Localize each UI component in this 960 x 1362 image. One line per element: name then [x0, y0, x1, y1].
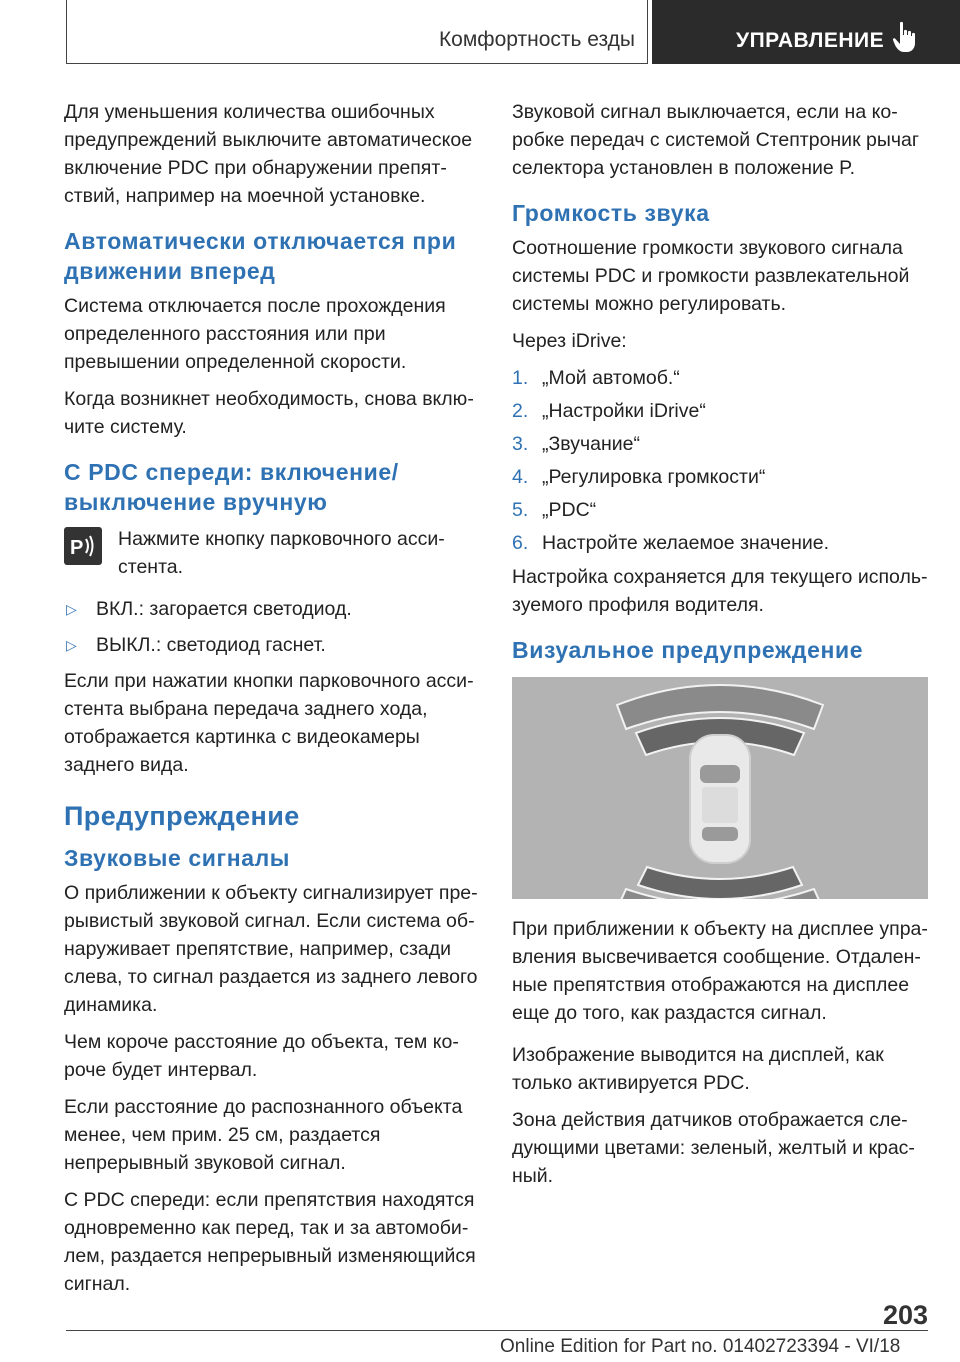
list-item: 6. Настройте желаемое значение. [512, 532, 830, 554]
list-item: 4. „Регулировка громкости“ [512, 466, 766, 488]
led-status-list [64, 595, 478, 659]
heading-auto-off: Автоматически отключается при движении вперед [64, 228, 457, 284]
list-item: 1. „Мой автомоб.“ [512, 367, 680, 389]
heading-warning: Предупреждение [64, 801, 300, 831]
heading-volume: Громкость звука [512, 200, 710, 226]
triangle-bullet-icon: ▷ [66, 637, 77, 653]
chapter-title: Комфортность езды [438, 28, 635, 51]
idrive-steps [512, 364, 930, 557]
page-number: 203 [882, 1300, 928, 1330]
list-item: ▷ ВЫКЛ.: светодиод гаснет. [64, 631, 478, 659]
heading-visual-warning: Визуальное предупреждение [512, 637, 864, 663]
paragraph: Если расстояние до распознанного объекта менее, чем прим. 25 см, раздается непрерывный звуковой сигнал. [64, 1096, 463, 1174]
chapter-header [66, 0, 648, 64]
list-item: 3. „Звучание“ [512, 433, 640, 455]
paragraph: Когда возникнет необходимость, снова включите систему. [64, 388, 474, 438]
instruction-text: Нажмите кнопку парковочного ассистента. [118, 528, 445, 578]
paragraph: Для уменьшения количества ошибочных предупреждений выключите автоматическое включение PDC при обнаружении препятствий, например на моечной установке. [64, 101, 473, 207]
list-item: 2. „Настройки iDrive“ [512, 400, 706, 422]
park-assist-button-icon [64, 527, 102, 565]
heading-front-pdc: С PDC спереди: включение/ выключение вручную [64, 459, 399, 515]
edition-note: Online Edition for Part no. 01402723394 - VI/18 [500, 1336, 901, 1357]
paragraph: Изображение выводится на дисплей, как только активируется PDC. [512, 1044, 884, 1094]
paragraph: С PDC спереди: если препятствия находятся одновременно как перед, так и за автомобилем, раздается непрерывный изменяющийся сигнал. [64, 1189, 476, 1295]
paragraph: Чем короче расстояние до объекта, тем короче будет интервал. [64, 1031, 459, 1081]
paragraph: Настройка сохраняется для текущего используемого профиля водителя. [512, 566, 928, 616]
paragraph: Система отключается после прохождения определенного расстояния или при превышении определенной скорости. [64, 295, 446, 373]
list-item: ▷ ВКЛ.: загорается светодиод. [64, 595, 478, 623]
hand-pointer-icon [892, 20, 922, 54]
paragraph: Если при нажатии кнопки парковочного ассистента выбрана передача заднего хода, отображается картинка с видеокамеры заднего вида. [64, 670, 474, 776]
section-title: УПРАВЛЕНИЕ [736, 29, 885, 52]
heading-sound-signals: Звуковые сигналы [64, 845, 291, 871]
list-item: 5. „PDC“ [512, 499, 597, 521]
pdc-display-image [512, 677, 928, 899]
svg-text:P: P [70, 537, 84, 559]
footer-divider [66, 1330, 928, 1331]
section-header [652, 0, 960, 64]
paragraph: Звуковой сигнал выключается, если на коробке передач с системой Стептроник рычаг селектора установлен в положение P. [512, 101, 919, 179]
left-column [64, 98, 478, 1307]
paragraph: Зона действия датчиков отображается следующими цветами: зеленый, желтый и красный. [512, 1109, 915, 1187]
right-column [512, 98, 930, 1199]
pdc-button-instruction [64, 525, 478, 581]
paragraph: О приближении к объекту сигнализирует прерывистый звуковой сигнал. Если система обнаруживает препятствие, например, сзади слева, то сигнал раздается из заднего левого динамика. [64, 882, 478, 1016]
paragraph: Через iDrive: [512, 330, 627, 352]
paragraph: При приближении к объекту на дисплее управления высвечивается сообщение. Отдаленные препятствия отображаются на дисплее еще до того, как раздастся сигнал. [512, 918, 928, 1024]
paragraph: Соотношение громкости звукового сигнала системы PDC и громкости развлекательной системы можно регулировать. [512, 237, 910, 315]
triangle-bullet-icon: ▷ [66, 601, 77, 617]
